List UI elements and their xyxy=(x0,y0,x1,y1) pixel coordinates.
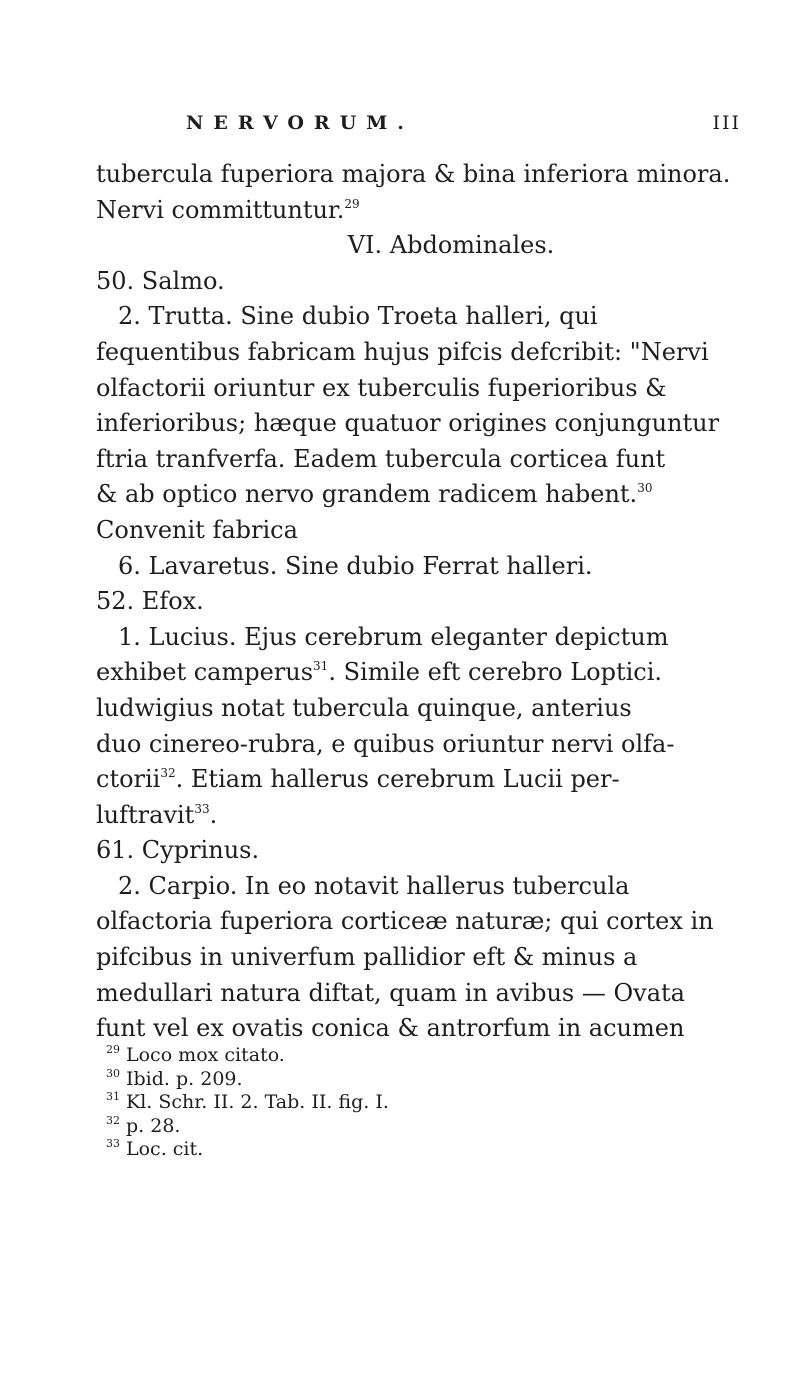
text-line xyxy=(96,976,746,1012)
footnote xyxy=(106,1138,666,1162)
footnote-ref: 31 xyxy=(313,659,329,674)
footnote-mark: 29 xyxy=(106,1043,120,1056)
header-title: NERVORUM. xyxy=(186,112,414,134)
footnote xyxy=(106,1091,666,1115)
text-line-tail: . Simile eft cerebro Loptici. xyxy=(328,658,663,687)
footnote-mark: 33 xyxy=(106,1137,120,1150)
text-line-content: Convenit fabrica xyxy=(96,515,298,544)
text-line-tail: . Etiam hallerus cerebrum Lucii per- xyxy=(175,765,620,794)
text-line xyxy=(96,371,746,407)
page-number: III xyxy=(712,112,741,134)
text-line-content: funt vel ex ovatis conica & antrorfum in acumen xyxy=(96,1014,685,1043)
running-header xyxy=(186,112,741,134)
text-line-content: Nervi committuntur. xyxy=(96,195,345,224)
text-line xyxy=(96,228,746,264)
footnotes xyxy=(106,1044,666,1162)
text-line-content: exhibet camperus xyxy=(96,658,314,687)
text-line-content: medullari natura diftat, quam in avibus — Ovata xyxy=(96,978,685,1007)
text-line-content: ctorii xyxy=(96,765,161,794)
text-line xyxy=(96,157,746,193)
text-line xyxy=(96,655,746,691)
text-line xyxy=(96,442,746,478)
text-line-content: 6. Lavaretus. Sine dubio Ferrat halleri. xyxy=(118,551,593,580)
text-line-content: 52. Efox. xyxy=(96,587,204,616)
text-line xyxy=(96,193,746,229)
footnote-text: Ibid. p. 209. xyxy=(126,1067,243,1090)
text-line xyxy=(96,477,746,513)
text-line-content: olfactorii oriuntur ex tuberculis fuperioribus & xyxy=(96,373,667,402)
text-line xyxy=(96,549,746,585)
text-line-content: inferioribus; hæque quatuor origines conjunguntur xyxy=(96,409,720,438)
text-line-content: 2. Carpio. In eo notavit hallerus tubercula xyxy=(118,871,630,900)
text-line xyxy=(96,904,746,940)
text-line-content: 1. Lucius. Ejus cerebrum eleganter depictum xyxy=(118,622,669,651)
footnote-mark: 31 xyxy=(106,1090,120,1103)
text-line xyxy=(96,299,746,335)
footnote-ref: 30 xyxy=(637,481,653,496)
text-line xyxy=(96,691,746,727)
footnote-text: p. 28. xyxy=(126,1114,181,1137)
text-line xyxy=(96,727,746,763)
footnote-ref: 29 xyxy=(344,196,360,211)
text-line-content: olfactoria fuperiora corticeæ naturæ; qui cortex in xyxy=(96,907,714,936)
text-line xyxy=(96,833,746,869)
text-line-content: VI. Abdominales. xyxy=(347,231,555,260)
text-line-content: fequentibus fabricam hujus pifcis defcribit: "Nervi xyxy=(96,337,709,366)
text-line xyxy=(96,584,746,620)
footnote xyxy=(106,1115,666,1139)
footnote-mark: 32 xyxy=(106,1113,120,1127)
footnote-mark: 30 xyxy=(106,1066,120,1080)
text-line xyxy=(96,406,746,442)
text-line xyxy=(96,513,746,549)
text-line xyxy=(96,264,746,300)
text-line xyxy=(96,1011,746,1047)
text-line xyxy=(96,762,746,798)
text-line-content: duo cinereo-rubra, e quibus oriuntur nervi olfa- xyxy=(96,729,675,758)
text-line-content: tubercula fuperiora majora & bina inferiora minora. xyxy=(96,160,731,188)
footnote-text: Kl. Schr. II. 2. Tab. II. fig. I. xyxy=(126,1091,389,1113)
text-line-tail: . xyxy=(209,800,218,829)
text-line xyxy=(96,798,746,834)
footnote-text: Loc. cit. xyxy=(126,1138,204,1160)
footnote-text: Loco mox citato. xyxy=(126,1044,285,1066)
main-text xyxy=(96,157,746,1047)
text-line-content: 2. Trutta. Sine dubio Troeta halleri, qui xyxy=(118,302,598,331)
text-line xyxy=(96,335,746,371)
text-line-content: pifcibus in univerfum pallidior eft & minus a xyxy=(96,943,638,972)
text-line xyxy=(96,620,746,656)
text-line xyxy=(96,869,746,905)
text-line-content: luftravit xyxy=(96,800,195,829)
text-line-content: ftria tranfverfa. Eadem tubercula corticea funt xyxy=(96,444,666,473)
text-line-content: 61. Cyprinus. xyxy=(96,836,260,865)
text-line xyxy=(96,940,746,976)
text-line-content: ludwigius notat tubercula quinque, anterius xyxy=(96,693,632,722)
footnote-ref: 32 xyxy=(160,766,176,781)
text-line-content: & ab optico nervo grandem radicem habent. xyxy=(96,480,638,509)
footnote-ref: 33 xyxy=(194,801,210,816)
footnote xyxy=(106,1068,666,1092)
footnote xyxy=(106,1044,666,1068)
text-line-content: 50. Salmo. xyxy=(96,266,225,295)
